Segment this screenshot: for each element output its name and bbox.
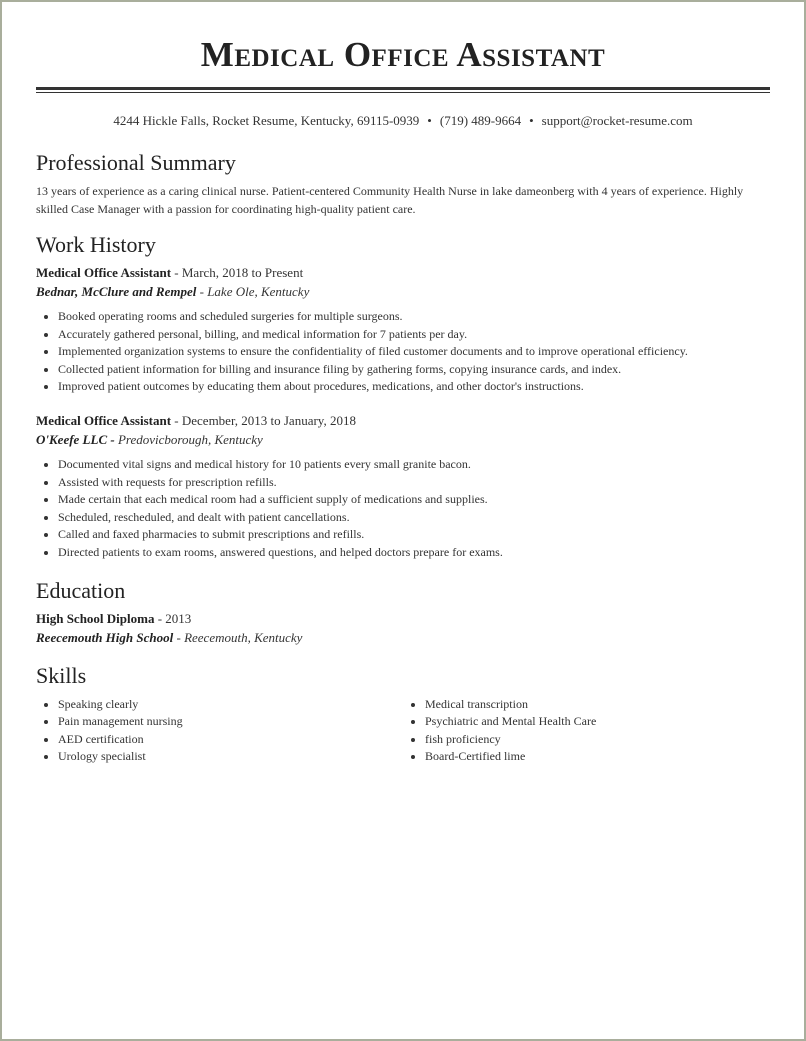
skill-item: • Urology specialist: [58, 748, 403, 766]
section-title-education: Education: [36, 577, 126, 603]
section-title-summary: Professional Summary: [36, 150, 236, 175]
header-divider: [36, 87, 770, 93]
skills-column-right: [403, 696, 770, 766]
job-bullets: [36, 308, 770, 396]
education-degree-line: [36, 610, 770, 628]
contact-line: [36, 113, 770, 129]
list-item: • Accurately gathered personal, billing, and medical information for 7 patients per day.: [58, 326, 770, 344]
contact-phone: (719) 489-9664: [439, 113, 522, 128]
candidate-name: Medical Office Assistant: [200, 35, 606, 74]
education-entry: [36, 610, 770, 647]
skills-column-left: [36, 696, 403, 766]
job-company-line: [36, 283, 770, 301]
list-item: • Documented vital signs and medical history for 10 patients every small granite bacon.: [58, 456, 770, 474]
job-dates: - December, 2013 to January, 2018: [171, 412, 356, 428]
section-title-work: Work History: [36, 232, 156, 257]
education-school-line: [36, 629, 770, 647]
skills-grid: [36, 696, 770, 766]
job-dates: - March, 2018 to Present: [171, 265, 304, 280]
skill-item: • AED certification: [58, 731, 403, 749]
contact-email: support@rocket-resume.com: [541, 113, 693, 128]
list-item: • Improved patient outcomes by educating them about procedures, medications, and other doctor's instructions.: [58, 378, 770, 396]
education-degree: High School Diploma: [36, 610, 155, 626]
list-item: • Made certain that each medical room had a sufficient supply of medications and supplies.: [58, 491, 770, 509]
skill-item: • fish proficiency: [425, 731, 770, 749]
skill-item: • Pain management nursing: [58, 713, 403, 731]
summary-text: 13 years of experience as a caring clinical nurse. Patient-centered Community Health Nurse in lake dameonberg with 4 years of experience. Highly skilled Case Manager with a passion for coordinating high-quality patient care.: [36, 184, 744, 216]
section-title-skills: Skills: [36, 662, 87, 688]
job-company-line: [36, 431, 770, 449]
job-location: Predovicborough, Kentucky: [114, 431, 263, 447]
education-year: - 2013: [154, 610, 192, 626]
list-item: • Scheduled, rescheduled, and dealt with patient cancellations.: [58, 509, 770, 527]
job-role: Medical Office Assistant: [36, 265, 172, 280]
job-entry: [36, 264, 770, 396]
skill-item: • Speaking clearly: [58, 696, 403, 714]
list-item: • Booked operating rooms and scheduled surgeries for multiple surgeons.: [58, 308, 770, 326]
contact-address: 4244 Hickle Falls, Rocket Resume, Kentucky, 69115-0939: [113, 113, 420, 128]
contact-separator: •: [529, 113, 534, 128]
education-location: - Reecemouth, Kentucky: [173, 629, 303, 645]
job-title-line: [36, 412, 770, 430]
job-title-line: [36, 264, 770, 282]
list-item: • Assisted with requests for prescription refills.: [58, 474, 770, 492]
job-location: - Lake Ole, Kentucky: [196, 284, 310, 299]
job-bullets: [36, 456, 770, 562]
list-item: • Called and faxed pharmacies to submit prescriptions and refills.: [58, 526, 770, 544]
skill-item: • Medical transcription: [425, 696, 770, 714]
job-company: O'Keefe LLC -: [36, 431, 115, 447]
job-entry: [36, 412, 770, 562]
job-role: Medical Office Assistant: [36, 412, 172, 428]
education-school: Reecemouth High School: [36, 629, 174, 645]
list-item: • Directed patients to exam rooms, answered questions, and helped doctors prepare for exams.: [58, 544, 770, 562]
list-item: • Collected patient information for billing and insurance filing by gathering forms, copying insurance cards, and index.: [58, 361, 770, 379]
job-company: Bednar, McClure and Rempel: [36, 284, 197, 299]
contact-separator: •: [427, 113, 432, 128]
skill-item: • Board-Certified lime: [425, 748, 770, 766]
skill-item: • Psychiatric and Mental Health Care: [425, 713, 770, 731]
list-item: • Implemented organization systems to ensure the confidentiality of filed customer documents and to improve operational efficiency.: [58, 343, 770, 361]
